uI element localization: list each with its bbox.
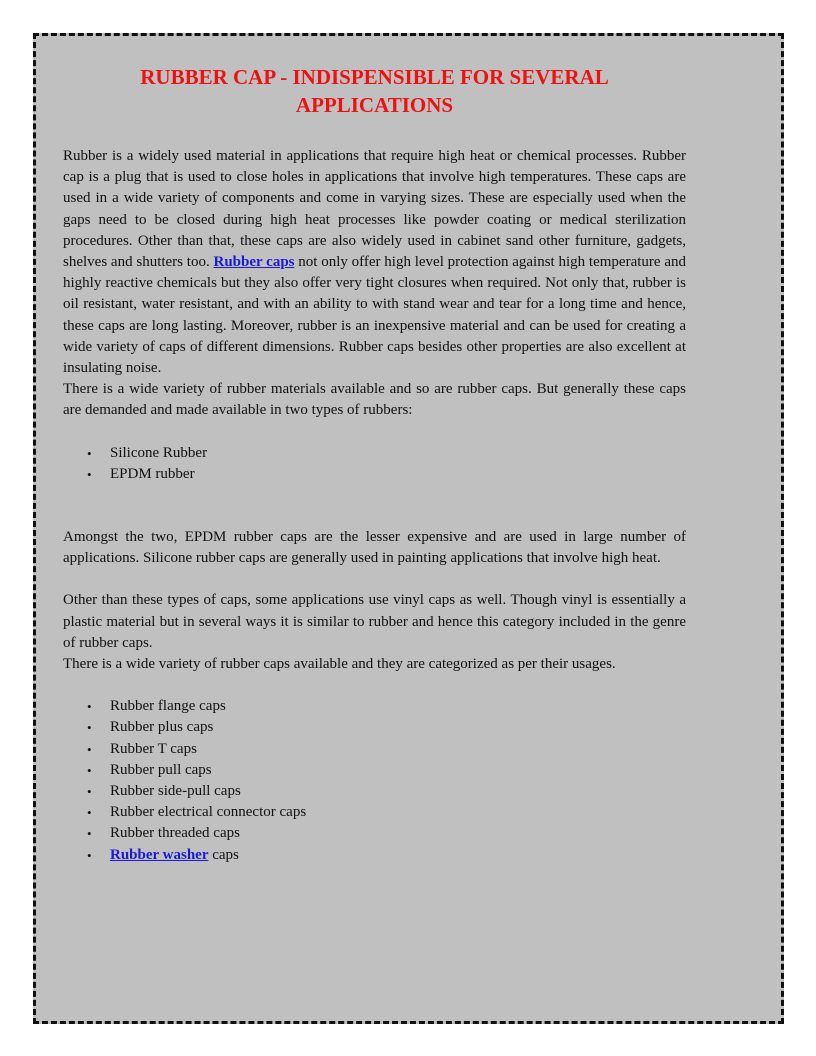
rubber-types-list: [63, 443, 686, 485]
bullet-icon: •: [87, 762, 92, 778]
bullet-icon: •: [87, 466, 92, 482]
title-line-2: APPLICATIONS: [295, 93, 454, 117]
list-item: • EPDM rubber: [87, 464, 686, 485]
list-item: • Rubber pull caps: [87, 760, 686, 781]
bullet-icon: •: [87, 805, 92, 821]
list-item: • Rubber T caps: [87, 739, 686, 760]
bullet-icon: •: [87, 741, 92, 757]
intro-text-end: not only offer high level protection against high temperature and highly reactive chemicals but they also offer very tight closures when required. Not only that, rubber is oil resistant, water resistant, and with an ability to with stand wear and tear for a long time and hence, these caps are long lasting. Moreover, rubber is an inexpensive material and can be used for creating a wide variety of caps of different dimensions. Rubber caps besides other properties are also excellent at insulating noise.: [63, 254, 686, 377]
bullet-icon: •: [87, 847, 92, 863]
list-item: • Rubber plus caps: [87, 717, 686, 738]
list-item: • Rubber flange caps: [87, 696, 686, 717]
list-item: • Rubber electrical connector caps: [87, 802, 686, 823]
types-intro-paragraph: There is a wide variety of rubber materials available and so are rubber caps. But generally these caps are demanded and made available in two types of rubbers:: [63, 381, 686, 419]
page-title: [63, 63, 686, 119]
intro-paragraph: [63, 146, 686, 379]
list-item: • Rubber side-pull caps: [87, 781, 686, 802]
list-item: • Silicone Rubber: [87, 443, 686, 464]
bullet-icon: •: [87, 699, 92, 715]
list-item: • Rubber threaded caps: [87, 823, 686, 844]
rubber-caps-link[interactable]: Rubber caps: [213, 254, 295, 271]
bullet-icon: •: [87, 826, 92, 842]
rubber-washer-link[interactable]: Rubber washer: [110, 846, 209, 863]
intro-text-start: Rubber is a widely used material in applications that require high heat or chemical processes. Rubber cap is a plug that is used to close holes in applications that involve high temperatures. These caps are used in a wide variety of components and come in varying sizes. These are especially used when the gaps need to be closed during high heat processes like powder coating or medical sterilization procedures. Other than that, these caps are also widely used in cabinet sand other furniture, gadgets, shelves and shutters too.: [63, 148, 686, 271]
usage-intro-paragraph: There is a wide variety of rubber caps available and they are categorized as per their usages.: [63, 656, 616, 673]
bullet-icon: •: [87, 720, 92, 736]
vinyl-paragraph: Other than these types of caps, some applications use vinyl caps as well. Though vinyl is essentially a plastic material but in several ways it is similar to rubber and hence this category included in the genre of rubber caps.: [63, 592, 686, 651]
list-item: • Rubber washer caps: [87, 845, 686, 866]
bullet-icon: •: [87, 445, 92, 461]
bullet-icon: •: [87, 784, 92, 800]
title-line-1: RUBBER CAP - INDISPENSIBLE FOR SEVERAL: [140, 65, 609, 89]
document-content: [63, 63, 686, 866]
comparison-paragraph: Amongst the two, EPDM rubber caps are the lesser expensive and are used in large number of applications. Silicone rubber caps are generally used in painting applications that involve high heat.: [63, 529, 686, 567]
cap-types-list: [63, 696, 686, 866]
